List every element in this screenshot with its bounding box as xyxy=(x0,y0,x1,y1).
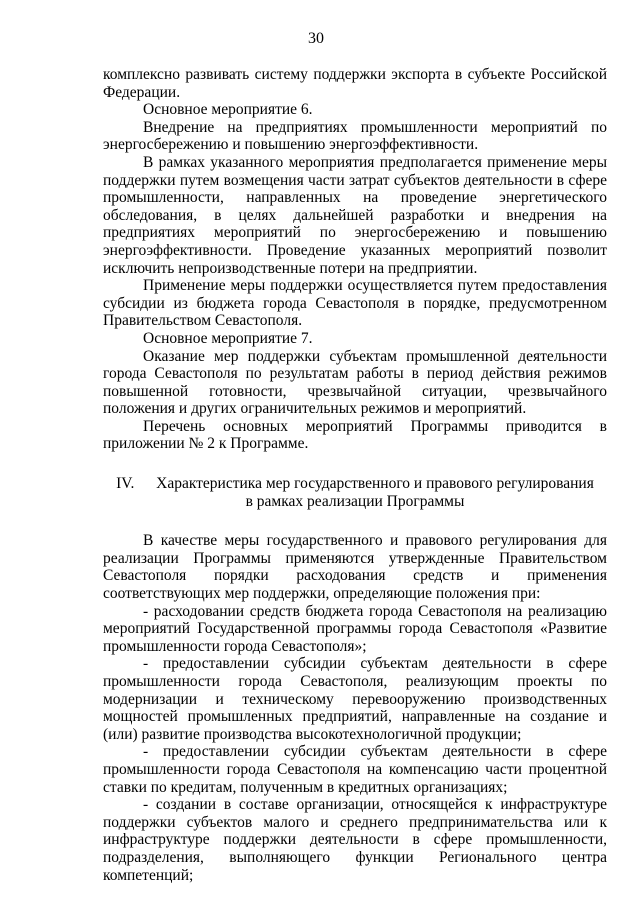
section-heading xyxy=(103,475,607,510)
paragraph: Основное мероприятие 6. xyxy=(143,101,313,119)
paragraph: Основное мероприятие 7. xyxy=(143,329,313,347)
paragraph: В рамках указанного мероприятия предполагается применение меры поддержки путем возмещения части затрат субъектов деятельности в сфере промышленности, направленных на проведение энергетического обследования, в целях дальнейшей разработки и внедрения на предприятиях мероприятий по энергосбережению и повышению энергоэффективности. Проведение указанных мероприятий позволит исключить непроизводственные потери на предприятии. xyxy=(103,153,607,277)
paragraphs-before xyxy=(103,66,607,453)
paragraph: Перечень основных мероприятий Программы приводится в приложении № 2 к Программе. xyxy=(103,417,607,453)
paragraph: Применение меры поддержки осуществляется путем предоставления субсидии из бюджета города Севастополя в порядке, предусмотренном Правительством Севастополя. xyxy=(103,277,607,330)
paragraph: Оказание мер поддержки субъектам промышленной деятельности города Севастополя по результатам работы в период действия режимов повышенной готовности, чрезвычайной ситуации, чрезвычайного положения и других ограничительных режимов и мероприятий. xyxy=(103,347,607,418)
section-title-line-1: Характеристика мер государственного и правового регулирования xyxy=(156,475,594,493)
list-item: - предоставлении субсидии субъектам деятельности в сфере промышленности города Севастополя, реализующим проекты по модернизации и техническому перевооружению производственных мощностей промышленных предприятий, направленные на создание и (или) развитие производства высокотехнологичной продукции; xyxy=(103,655,607,743)
list-item: - расходовании средств бюджета города Севастополя на реализацию мероприятий Государственной программы города Севастополя «Развитие промышленности города Севастополя»; xyxy=(103,602,607,655)
paragraphs-after xyxy=(103,532,607,884)
paragraph: Внедрение на предприятиях промышленности мероприятий по энергосбережению и повышению энергоэффективности. xyxy=(103,118,607,154)
section-heading-line-1 xyxy=(103,475,607,493)
list-item: - предоставлении субсидии субъектам деятельности в сфере промышленности города Севастополя на компенсацию части процентной ставки по кредитам, полученным в кредитных организациях; xyxy=(103,743,607,796)
document-body xyxy=(103,66,607,884)
paragraph: В качестве меры государственного и правового регулирования для реализации Программы применяются утвержденные Правительством Севастополя порядки расходования средств и применения соответствующих мер поддержки, определяющие положения при: xyxy=(103,532,607,603)
paragraph: комплексно развивать систему поддержки экспорта в субъекте Российской Федерации. xyxy=(103,66,607,101)
page-number: 30 xyxy=(308,30,324,47)
list-item: - создании в составе организации, относящейся к инфраструктуре поддержки субъектов малого и среднего предпринимательства или к инфраструктуре поддержки деятельности в сфере промышленности, подразделения, выполняющего функции Регионального центра компетенций; xyxy=(103,796,607,884)
section-title-line-2: в рамках реализации Программы xyxy=(245,492,465,510)
section-number: IV. xyxy=(116,475,135,493)
